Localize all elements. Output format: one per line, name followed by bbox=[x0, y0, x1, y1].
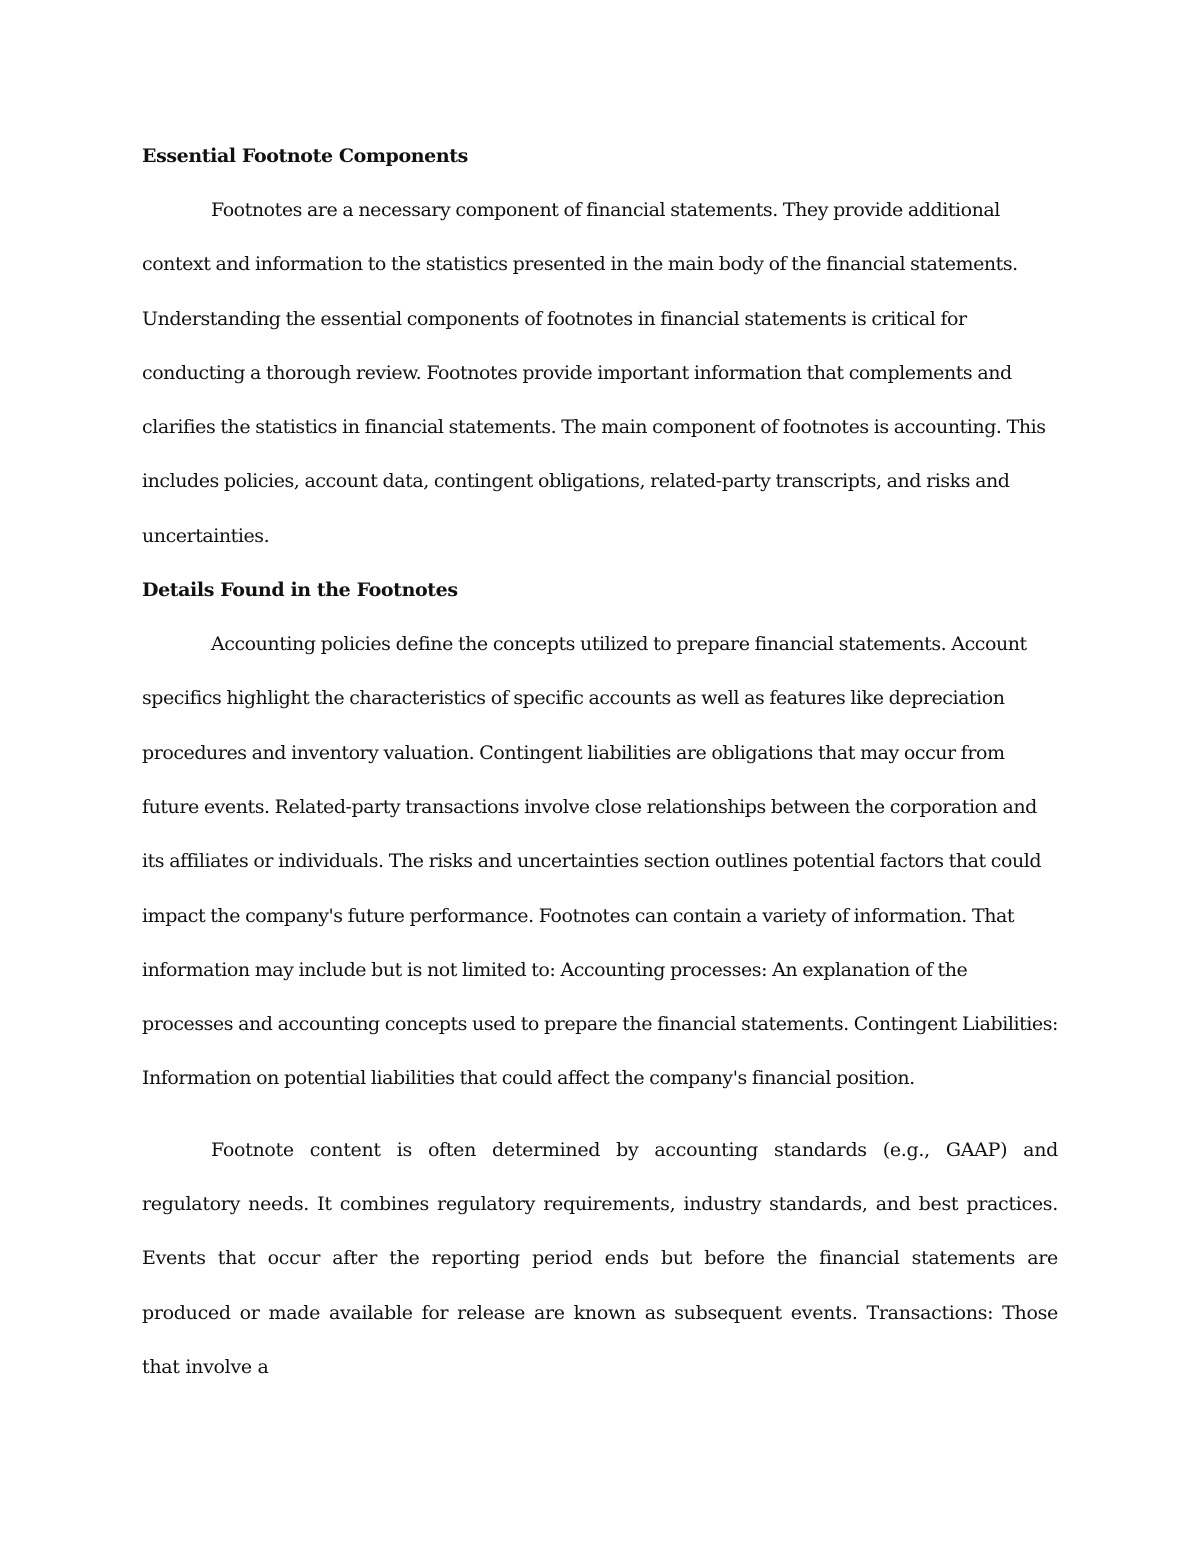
paragraph-footnotes-overview: Footnotes are a necessary component of financial statements. They provide additional context and information to the statistics presented in the main body of the financial statements. Understanding the essential components of footnotes in financial statements is critical for conducting a thorough review. Footnotes provide important information that complements and clarifies the statistics in financial statements. The main component of footnotes is accounting. This includes policies, account data, contingent obligations, related-party transcripts, and risks and uncertainties. bbox=[142, 199, 1046, 547]
section-heading-essential-footnote-components: Essential Footnote Components bbox=[142, 145, 468, 167]
section-heading-details-found: Details Found in the Footnotes bbox=[142, 579, 458, 602]
paragraph-footnote-content: Footnote content is often determined by accounting standards (e.g., GAAP) and regulatory needs. It combines regulatory requirements, industry standards, and best practices. Events that occur after the reporting period ends but before the financial statements are produced or made available for release are known as subsequent events. Transactions: Those that involve a bbox=[142, 1138, 1058, 1378]
document-body bbox=[142, 129, 1058, 1394]
paragraph-spacer bbox=[142, 1106, 1058, 1123]
paragraph-accounting-policies: Accounting policies define the concepts utilized to prepare financial statements. Account specifics highlight the characteristics of specific accounts as well as features like depreciation procedures and inventory valuation. Contingent liabilities are obligations that may occur from future events. Related-party transactions involve close relationships between the corporation and its affiliates or individuals. The risks and uncertainties section outlines potential factors that could impact the company's future performance. Footnotes can contain a variety of information. That information may include but is not limited to: Accounting processes: An explanation of the processes and accounting concepts used to prepare the financial statements. Contingent Liabilities: Information on potential liabilities that could affect the company's financial position. bbox=[142, 633, 1058, 1090]
